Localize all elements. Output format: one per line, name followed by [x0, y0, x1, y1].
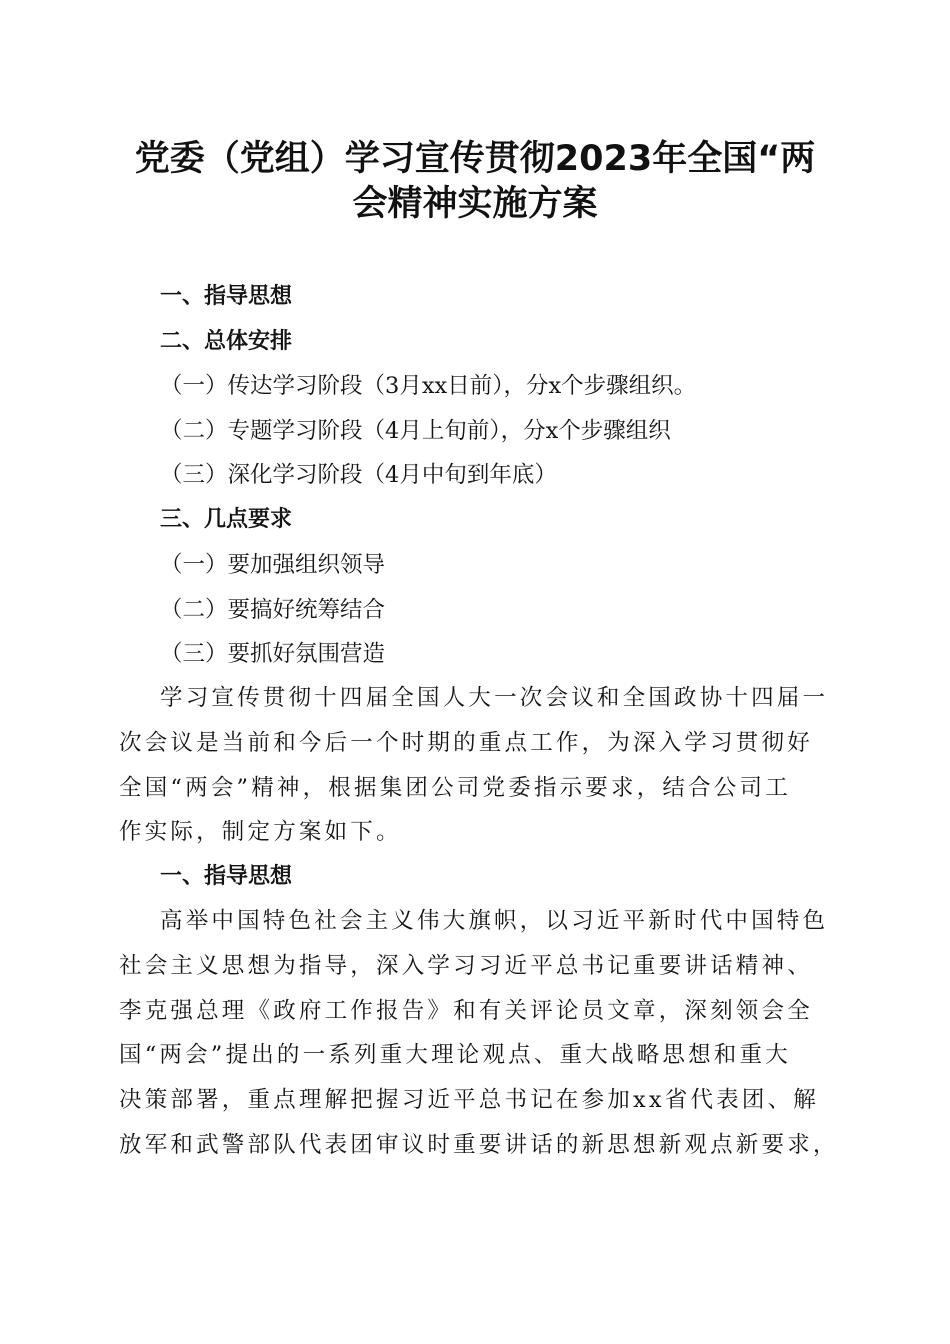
- intro-paragraph-line: 学习宣传贯彻十四届全国人大一次会议和全国政协十四届一: [160, 685, 829, 711]
- section-1-paragraph-line: 放军和武警部队代表团审议时重要讲话的新思想新观点新要求，: [119, 1132, 839, 1158]
- outline-subitem: （二）要搞好统筹结合: [160, 597, 386, 623]
- intro-paragraph-line: 全国“两会”精神，根据集团公司党委指示要求，结合公司工: [119, 775, 791, 801]
- outline-subitem: （一）要加强组织领导: [160, 552, 386, 578]
- outline-heading-1: 一、指导思想: [160, 284, 293, 309]
- section-1-paragraph-line: 国“两会”提出的一系列重大理论观点、重大战略思想和重大: [119, 1042, 791, 1068]
- outline-subitem: （三）要抓好氛围营造: [160, 641, 386, 667]
- outline-heading-3: 三、几点要求: [160, 507, 293, 532]
- outline-heading-2: 二、总体安排: [160, 329, 293, 354]
- section-1-paragraph-line: 高举中国特色社会主义伟大旗帜，以习近平新时代中国特色: [160, 908, 829, 934]
- outline-subitem: （一）传达学习阶段（3月xx日前），分x个步骤组织。: [160, 373, 697, 399]
- document-title-line-1: 党委（党组）学习宣传贯彻2023年全国“两: [134, 139, 816, 179]
- section-1-paragraph-line: 社会主义思想为指导，深入学习习近平总书记重要讲话精神、: [119, 953, 813, 979]
- outline-subitem: （三）深化学习阶段（4月中旬到年底）: [160, 462, 557, 488]
- section-1-heading: 一、指导思想: [160, 864, 293, 889]
- intro-paragraph-line: 次会议是当前和今后一个时期的重点工作，为深入学习贯彻好: [119, 730, 813, 756]
- document-title-line-2: 会精神实施方案: [352, 184, 598, 224]
- outline-subitem: （二）专题学习阶段（4月上旬前），分x个步骤组织: [160, 418, 671, 444]
- section-1-paragraph-line: 李克强总理《政府工作报告》和有关评论员文章，深刻领会全: [119, 998, 813, 1024]
- section-1-paragraph-line: 决策部署，重点理解把握习近平总书记在参加xx省代表团、解: [119, 1087, 819, 1113]
- intro-paragraph-line: 作实际，制定方案如下。: [119, 819, 402, 845]
